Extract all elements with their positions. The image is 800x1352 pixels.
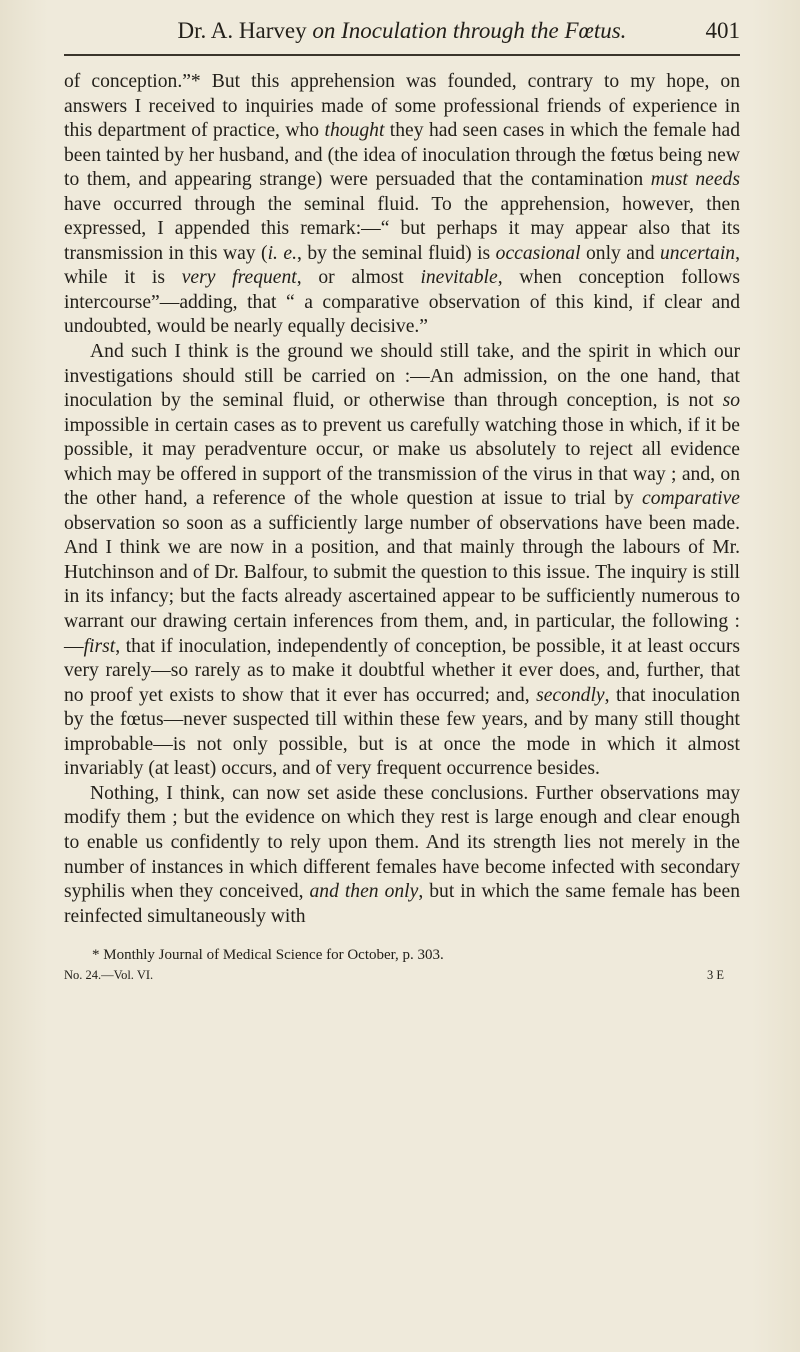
signature-line	[64, 965, 740, 985]
text-run: , or almost	[296, 267, 421, 289]
paragraph-1	[64, 70, 740, 340]
italic-run: secondly	[536, 684, 605, 706]
italic-run: thought	[324, 120, 385, 142]
italic-run: very frequent	[181, 267, 297, 289]
text-run: only and	[580, 242, 660, 264]
text-run: observation so soon as a sufficiently large number of observations have been made. And I think we are now in a position, and that mainly through the labours of Mr. Hutchinson and of Dr. Balfour, to submit the question to this issue. The inquiry is still in its infancy; but the facts already ascertained appear to be sufficiently numerous to warrant our drawing certain inferences from them, and, in particular, the following :—	[64, 512, 740, 657]
footnote-block	[64, 945, 740, 985]
running-title-topic: Inoculation through the Fœtus.	[341, 18, 627, 43]
paragraph-3	[64, 782, 740, 929]
text-run: have occurred through the seminal fluid. To the apprehension, however, then expressed, I appended this remark:—“ but perhaps it may appear also that its transmission in this way (	[64, 193, 740, 264]
italic-run: so	[722, 390, 740, 412]
italic-run: i. e.	[267, 242, 297, 264]
italic-run: and then only	[309, 881, 419, 903]
italic-run: first	[83, 635, 116, 657]
text-run: , that if inoculation, independently of conception, be possible, it at least occurs very rarely—so rarely as to make it doubtful whether it ever does, and, further, that no proof yet exists to show that it ever has occurred; and,	[64, 635, 740, 706]
text-run: , but in which the same female has been reinfected simultaneously with	[64, 881, 740, 927]
text-run: , when conception follows intercourse”—adding, that “ a comparative observation of this kind, if clear and undoubted, would be nearly equally decisive.”	[64, 267, 741, 338]
signature-mark: 3 E	[706, 968, 724, 983]
running-head	[64, 14, 740, 56]
text-run: they had seen cases in which the female had been tainted by her husband, and (the idea of inoculation through the fœtus being new to them, and appearing strange) were persuaded that the contamination	[64, 120, 740, 191]
page-number: 401	[705, 18, 740, 43]
volume-number: No. 24.—Vol. VI.	[64, 968, 154, 983]
text-run: , while it is	[64, 242, 740, 289]
text-run: , that inoculation by the fœtus—never suspected till within these few years, and by many still thought improbable—is not only possible, but is at once the mode in which it almost invariably (at least) occurs, and of very frequent occurrence besides.	[64, 684, 740, 780]
text-run: of conception.”* But this apprehension was founded, contrary to my hope, on answers I received to inquiries made of some professional friends of experience in this department of practice, who	[64, 71, 740, 142]
italic-run: occasional	[495, 242, 581, 264]
paragraph-2	[64, 340, 740, 782]
text-run: And such I think is the ground we should still take, and the spirit in which our investigations should still be carried on :—An admission, on the one hand, that inoculation by the seminal fluid, or otherwise than through conception, is not	[64, 341, 740, 412]
italic-run: must needs	[650, 169, 740, 191]
footnote: * Monthly Journal of Medical Science for October, p. 303.	[92, 947, 444, 964]
italic-run: comparative	[642, 488, 740, 510]
body-text	[64, 70, 740, 929]
text-run: Nothing, I think, can now set aside these conclusions. Further observations may modify them ; but the evidence on which they rest is large enough and clear enough to enable us confidently to rely upon them. And its strength lies not merely in the number of instances in which different females have become infected with secondary syphilis when they conceived,	[64, 782, 740, 903]
text-run: , by the seminal fluid) is	[296, 242, 496, 264]
running-title-on: on	[312, 18, 336, 43]
text-run: impossible in certain cases as to prevent us carefully watching those in which, if it be possible, it may peradventure occur, or make us absolutely to reject all evidence which may be offered in support of the transmission of the virus in that way ; and, on the other hand, a reference of the whole question at issue to trial by	[64, 414, 740, 510]
italic-run: uncertain	[660, 242, 736, 264]
running-title-author: Dr. A. Harvey	[177, 18, 307, 43]
running-title	[64, 18, 740, 44]
italic-run: inevitable	[420, 267, 498, 289]
